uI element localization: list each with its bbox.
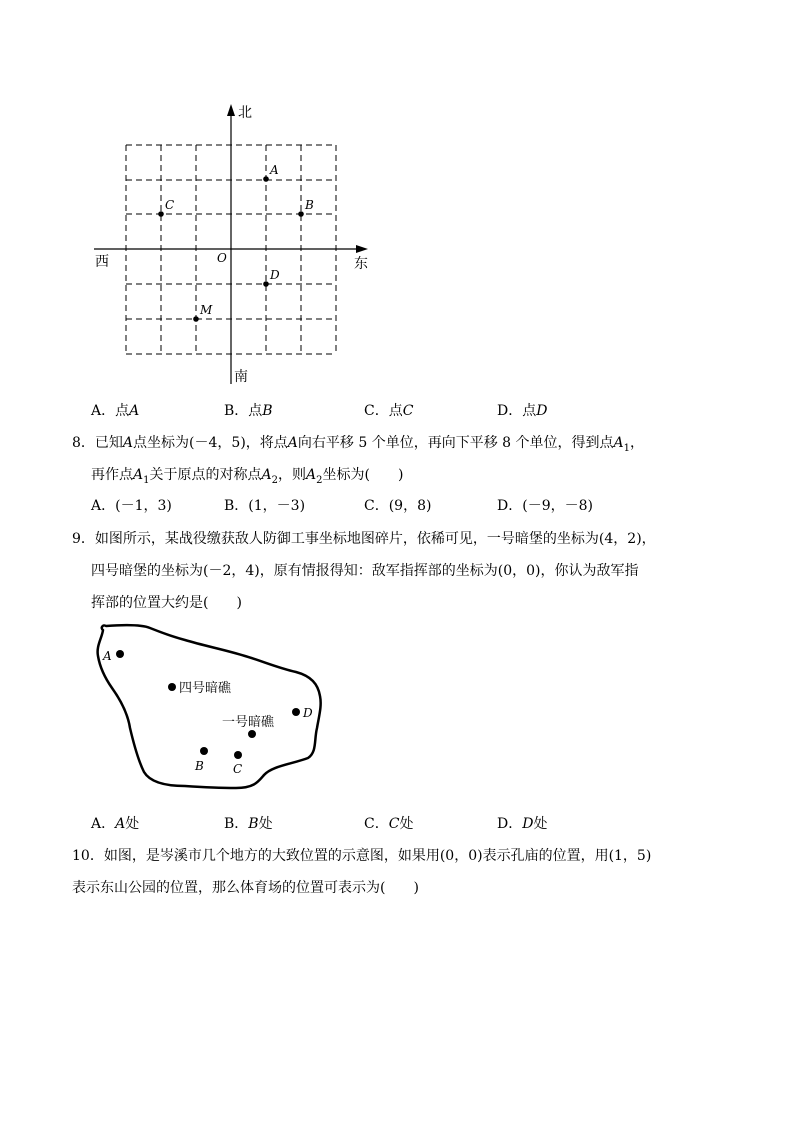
map-point-four <box>168 683 176 691</box>
point-b <box>298 211 304 217</box>
q8-subscript: 1 <box>623 442 631 454</box>
q10-number: 10． <box>72 848 104 864</box>
map-point-d <box>292 708 300 716</box>
option-letter: A． <box>91 403 116 419</box>
option-value: (－9，－8) <box>522 498 593 514</box>
map-fragment-figure <box>0 600 794 810</box>
point-label-d: D <box>270 268 280 282</box>
north-label: 北 <box>238 105 252 121</box>
q9-line-3: 挥部的位置大约是( ) <box>91 595 242 611</box>
q8-option-d[interactable] <box>497 495 593 515</box>
q8-subscript: 2 <box>271 474 278 486</box>
compass-grid-figure <box>0 0 794 400</box>
q8-text: 已知 <box>94 435 123 451</box>
map-label-a: A <box>103 649 112 663</box>
q10-text: 如图，是岑溪市几个地方的大致位置的示意图，如果用(0，0)表示孔庙的位置，用(1，5) <box>103 848 652 864</box>
option-prefix: 点 <box>115 403 130 419</box>
q8-text: 向右平移 5 个单位，再向下平移 8 个单位，得到点 <box>297 435 614 451</box>
q8-var: A <box>122 435 134 451</box>
option-suffix: 处 <box>258 816 273 832</box>
west-label: 西 <box>95 254 109 270</box>
q10-line-1 <box>72 845 651 865</box>
q8-text: 点坐标为(－4，5)，将点 <box>133 435 288 451</box>
option-value: B <box>262 403 273 419</box>
q8-option-b[interactable] <box>224 495 305 515</box>
option-value: (－1，3) <box>115 498 172 514</box>
point-label-a: A <box>270 163 279 177</box>
option-value: (1，－3) <box>248 498 306 514</box>
q8-var: A <box>613 435 624 451</box>
option-letter: C． <box>364 403 389 419</box>
option-value: C <box>402 403 414 419</box>
map-label-b: B <box>195 759 204 773</box>
map-point-b <box>200 747 208 755</box>
option-letter: B． <box>224 816 249 832</box>
option-prefix: 点 <box>522 403 537 419</box>
option-value: A <box>115 816 126 832</box>
map-label-c: C <box>233 762 243 776</box>
east-label: 东 <box>354 256 368 272</box>
q8-subscript: 1 <box>143 474 150 486</box>
q7-option-d[interactable] <box>497 400 547 420</box>
q8-line-1 <box>72 432 644 454</box>
q7-option-b[interactable] <box>224 400 273 420</box>
q9-option-d[interactable] <box>497 813 547 833</box>
q8-text: 坐标为( ) <box>322 467 404 483</box>
option-letter: D． <box>497 403 523 419</box>
q8-text: ，则 <box>278 467 306 483</box>
point-a <box>263 176 269 182</box>
point-m <box>193 316 199 322</box>
q8-text: 再作点 <box>91 467 133 483</box>
option-suffix: 处 <box>125 816 140 832</box>
origin-label: O <box>217 251 227 265</box>
q8-option-a[interactable] <box>91 495 172 515</box>
map-point-c <box>234 751 242 759</box>
option-letter: C． <box>364 816 389 832</box>
q8-subscript: 2 <box>316 474 323 486</box>
map-label-four: 四号暗礁 <box>179 681 232 696</box>
q7-option-c[interactable] <box>364 400 413 420</box>
option-letter: C． <box>364 498 389 514</box>
q9-option-c[interactable] <box>364 813 413 833</box>
south-label: 南 <box>234 369 248 385</box>
q8-number: 8． <box>72 435 95 451</box>
option-value: C <box>388 816 400 832</box>
q9-line-2: 四号暗堡的坐标为(－2，4)，原有情报得知：敌军指挥部的坐标为(0，0)，你认为敌军指 <box>91 563 639 579</box>
option-letter: A． <box>91 816 116 832</box>
grid-points <box>158 163 314 322</box>
q8-var: A <box>306 467 317 483</box>
q10-line-2: 表示东山公园的位置，那么体育场的位置可表示为( ) <box>72 880 419 896</box>
q9-line-1 <box>72 528 656 548</box>
q8-var: A <box>261 467 272 483</box>
q8-var: A <box>287 435 298 451</box>
q8-option-c[interactable] <box>364 495 431 515</box>
map-point-one <box>248 730 256 738</box>
map-label-one: 一号暗礁 <box>222 715 275 730</box>
option-letter: D． <box>497 816 523 832</box>
option-letter: D． <box>497 498 523 514</box>
point-label-c: C <box>165 198 175 212</box>
option-value: B <box>248 816 259 832</box>
option-suffix: 处 <box>533 816 548 832</box>
option-suffix: 处 <box>399 816 414 832</box>
map-fragment-outline <box>98 625 321 788</box>
point-c <box>158 211 164 217</box>
q8-text: 关于原点的对称点 <box>149 467 262 483</box>
option-prefix: 点 <box>388 403 403 419</box>
point-label-b: B <box>305 198 314 212</box>
axes <box>94 104 368 384</box>
option-value: D <box>536 403 548 419</box>
q7-option-a[interactable] <box>91 400 139 420</box>
q9-text: 如图所示，某战役缴获敌人防御工事坐标地图碎片，依稀可见，一号暗堡的坐标为(4，2)， <box>94 531 656 547</box>
q9-option-b[interactable] <box>224 813 273 833</box>
q8-text: ， <box>630 435 645 451</box>
option-value: (9，8) <box>388 498 432 514</box>
q8-var: A <box>133 467 144 483</box>
option-value: A <box>129 403 140 419</box>
option-value: D <box>522 816 534 832</box>
q9-number: 9． <box>72 531 95 547</box>
map-label-d: D <box>303 706 313 720</box>
q8-line-2 <box>91 464 403 486</box>
option-letter: B． <box>224 403 249 419</box>
option-prefix: 点 <box>248 403 263 419</box>
point-label-m: M <box>200 303 213 317</box>
map-point-a <box>116 650 124 658</box>
option-letter: B． <box>224 498 249 514</box>
option-letter: A． <box>91 498 116 514</box>
point-d <box>263 281 269 287</box>
q9-option-a[interactable] <box>91 813 139 833</box>
